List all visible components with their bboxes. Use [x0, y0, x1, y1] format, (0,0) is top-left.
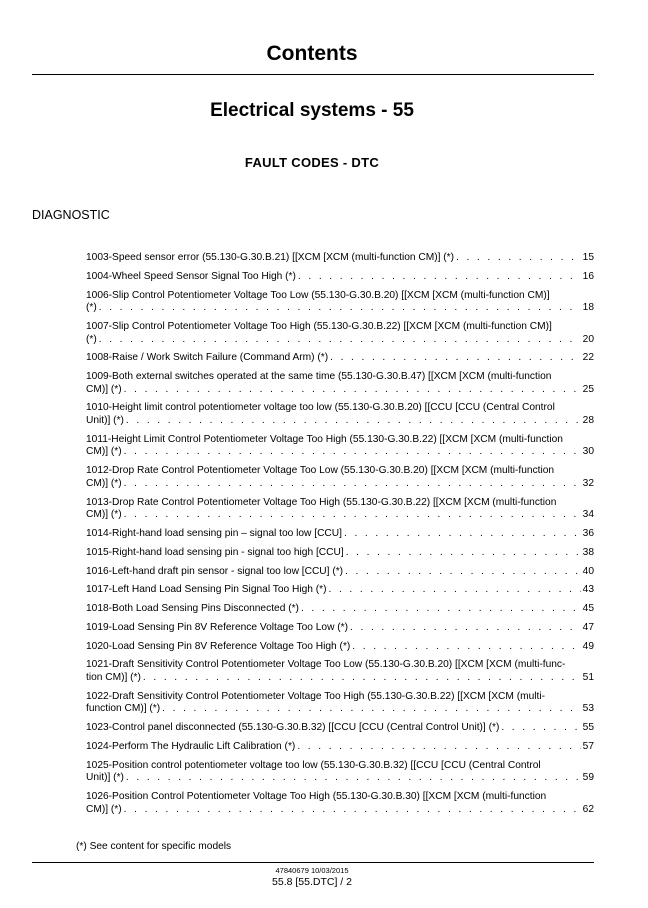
toc-entry-text: 1022-Draft Sensitivity Control Potentiometer Voltage Too High (55.130-G.30.B.22) [[XCM [XCM (multi- — [86, 690, 546, 702]
toc-entry-line — [86, 446, 594, 459]
toc-entry-text: 1025-Position control potentiometer voltage too low (55.130-G.30.B.32) [[CCU [CCU (Central Control — [86, 759, 541, 771]
toc-entry[interactable] — [86, 566, 594, 579]
toc-entry[interactable] — [86, 641, 594, 654]
toc-entry-text: 1007-Slip Control Potentiometer Voltage Too High (55.130-G.30.B.22) [[XCM [XCM (multi-function CM)] — [86, 320, 552, 332]
toc-entry-line — [86, 352, 594, 365]
toc-entry-text: 1023-Control panel disconnected (55.130-G.30.B.32) [[CCU [CCU (Central Control Unit)] (*) — [86, 722, 500, 734]
dot-leader — [298, 271, 581, 284]
toc-entry[interactable] — [86, 584, 594, 597]
toc-entry-line — [86, 252, 594, 265]
toc-entry[interactable] — [86, 791, 594, 816]
toc-entry-line — [86, 622, 594, 635]
footnote: (*) See content for specific models — [76, 841, 232, 852]
toc-entry[interactable] — [86, 528, 594, 541]
toc-entry[interactable] — [86, 271, 594, 284]
dot-leader — [329, 584, 581, 597]
dot-leader — [346, 547, 581, 560]
toc-entry[interactable] — [86, 722, 594, 735]
toc-entry-text: 1021-Draft Sensitivity Control Potentiometer Voltage Too Low (55.130-G.30.B.20) [[XCM [XCM (multi-func- — [86, 659, 566, 671]
toc-entry-text: CM)] (*) — [86, 477, 122, 489]
dot-leader — [330, 352, 581, 365]
toc-entry-text: CM)] (*) — [86, 803, 122, 815]
toc-entry[interactable] — [86, 547, 594, 560]
dot-leader — [99, 334, 581, 347]
dot-leader — [124, 804, 581, 817]
toc-entry-line — [86, 672, 594, 685]
toc-entry[interactable] — [86, 321, 594, 346]
dot-leader — [99, 302, 581, 315]
toc-page-number: 38 — [582, 546, 594, 558]
toc-entry-text: tion CM)] (*) — [86, 672, 141, 684]
toc-entry[interactable] — [86, 252, 594, 265]
toc-entry-text: 1024-Perform The Hydraulic Lift Calibration (*) — [86, 740, 296, 752]
toc-entry-text: 1026-Position Control Potentiometer Voltage Too High (55.130-G.30.B.30) [[XCM [XCM (multi-function — [86, 791, 547, 803]
toc-entry-text: 1009-Both external switches operated at the same time (55.130-G.30.B.47) [[XCM [XCM (multi-function — [86, 371, 552, 383]
toc-entry-text: CM)] (*) — [86, 446, 122, 458]
dot-leader — [124, 384, 581, 397]
footer-page-ref: 55.8 [55.DTC] / 2 — [272, 876, 352, 888]
toc-page-number: 36 — [582, 527, 594, 539]
dot-leader — [162, 703, 580, 716]
toc-entry[interactable] — [86, 497, 594, 522]
toc-entry-text: 1003-Speed sensor error (55.130-G.30.B.21) [[XCM [XCM (multi-function CM)] (*) — [86, 252, 455, 263]
toc-page-number: 53 — [582, 703, 594, 715]
toc-entry[interactable] — [86, 402, 594, 427]
toc-entry-text: 1017-Left Hand Load Sensing Pin Signal Too High (*) — [86, 584, 327, 596]
toc-entry-line — [86, 566, 594, 579]
toc-entry[interactable] — [86, 352, 594, 365]
toc-entry-line — [86, 509, 594, 522]
toc-entry-line — [86, 528, 594, 541]
toc-page-number: 59 — [582, 772, 594, 784]
toc-entry-line — [86, 741, 594, 754]
toc-entry-text: 1006-Slip Control Potentiometer Voltage Too Low (55.130-G.30.B.20) [[XCM [XCM (multi-function CM)] — [86, 289, 550, 301]
toc-page-number: 20 — [582, 333, 594, 345]
toc-entry[interactable] — [86, 622, 594, 635]
toc-entry-text: 1020-Load Sensing Pin 8V Reference Voltage Too High (*) — [86, 640, 351, 652]
toc-entry-text: CM)] (*) — [86, 509, 122, 521]
toc-entry-line — [86, 703, 594, 716]
toc-entry-text: 1012-Drop Rate Control Potentiometer Voltage Too Low (55.130-G.30.B.20) [[XCM [XCM (multi-function — [86, 465, 555, 477]
dot-leader — [124, 446, 581, 459]
dot-leader — [456, 252, 581, 265]
toc-entry-text: 1010-Height limit control potentiometer voltage too low (55.130-G.30.B.20) [[CCU [CCU (Central Control — [86, 402, 555, 414]
subsection-title: DIAGNOSTIC — [32, 208, 110, 222]
dot-leader — [297, 741, 580, 754]
toc-entry[interactable] — [86, 465, 594, 490]
dot-leader — [501, 722, 580, 735]
dot-leader — [126, 772, 581, 785]
toc-entry[interactable] — [86, 760, 594, 785]
dot-leader — [352, 641, 580, 654]
toc-entry-line — [86, 547, 594, 560]
toc-page-number: 25 — [582, 383, 594, 395]
toc-entry-text: 1013-Drop Rate Control Potentiometer Voltage Too High (55.130-G.30.B.22) [[XCM [XCM (multi-function — [86, 496, 557, 508]
toc-entry-text: Unit)] (*) — [86, 772, 124, 784]
toc-entry-text: CM)] (*) — [86, 383, 122, 395]
toc-page-number: 15 — [582, 252, 594, 263]
toc-page-number: 32 — [582, 477, 594, 489]
dot-leader — [344, 528, 581, 541]
toc-entry-text: 1018-Both Load Sensing Pins Disconnected (*) — [86, 603, 299, 615]
footer-doc-code: 47840679 10/03/2015 — [275, 866, 349, 875]
toc-entry[interactable] — [86, 659, 594, 684]
toc-entry-line — [86, 415, 594, 428]
toc-entry[interactable] — [86, 371, 594, 396]
toc-entry-line — [86, 271, 594, 284]
toc-entry-text: Unit)] (*) — [86, 415, 124, 427]
toc-entry-line — [86, 384, 594, 397]
toc-entry-text: (*) — [86, 302, 97, 314]
toc-entry-text: 1004-Wheel Speed Sensor Signal Too High (*) — [86, 270, 296, 282]
toc-entry-text: (*) — [86, 333, 97, 345]
toc-page-number: 47 — [582, 621, 594, 633]
dot-leader — [350, 622, 581, 635]
toc-entry-text: 1019-Load Sensing Pin 8V Reference Voltage Too Low (*) — [86, 621, 349, 633]
toc-entry-line — [86, 478, 594, 491]
toc-entry[interactable] — [86, 691, 594, 716]
header-divider — [32, 74, 594, 75]
toc-page-number: 28 — [582, 415, 594, 427]
dot-leader — [124, 478, 581, 491]
footer-divider — [32, 862, 594, 863]
dot-leader — [124, 509, 581, 522]
toc-entry-text: 1015-Right-hand load sensing pin - signal too high [CCU] — [86, 546, 344, 558]
toc-entry-line — [86, 772, 594, 785]
toc-page-number: 45 — [582, 603, 594, 615]
toc-entry[interactable] — [86, 290, 594, 315]
toc-page-number: 51 — [582, 672, 594, 684]
toc-page-number: 40 — [582, 565, 594, 577]
toc-entry[interactable] — [86, 741, 594, 754]
toc-entry-line — [86, 722, 594, 735]
toc-page-number: 22 — [582, 352, 594, 364]
toc-page-number: 30 — [582, 446, 594, 458]
dot-leader — [126, 415, 581, 428]
toc-entry-text: 1016-Left-hand draft pin sensor - signal too low [CCU] (*) — [86, 565, 344, 577]
toc-entry[interactable] — [86, 603, 594, 616]
toc-entry-text: 1011-Height Limit Control Potentiometer Voltage Too High (55.130-G.30.B.22) [[XCM [XCM (multi-function — [86, 433, 563, 445]
toc-entry-line — [86, 302, 594, 315]
toc-entry-line — [86, 641, 594, 654]
toc-entry-line — [86, 804, 594, 817]
section-title: FAULT CODES - DTC — [244, 155, 380, 170]
page-title: Contents — [266, 42, 358, 65]
toc-page-number: 16 — [582, 270, 594, 282]
toc-entry-line — [86, 334, 594, 347]
toc-page-number: 49 — [582, 640, 594, 652]
toc-page-number: 34 — [582, 509, 594, 521]
chapter-title: Electrical systems - 55 — [210, 100, 414, 121]
toc-entry[interactable] — [86, 434, 594, 459]
toc-page-number: 55 — [582, 722, 594, 734]
dot-leader — [345, 566, 581, 579]
toc-entry-line — [86, 584, 594, 597]
dot-leader — [301, 603, 581, 616]
toc-entry-text: function CM)] (*) — [86, 703, 161, 715]
toc-entry-line — [86, 603, 594, 616]
toc-page-number: 57 — [582, 740, 594, 752]
dot-leader — [143, 672, 581, 685]
toc-page-number: 62 — [582, 803, 594, 815]
toc-list — [86, 252, 594, 823]
toc-page-number: 43 — [582, 584, 594, 596]
toc-page-number: 18 — [582, 302, 594, 314]
toc-entry-text: 1008-Raise / Work Switch Failure (Command Arm) (*) — [86, 352, 329, 364]
toc-entry-text: 1014-Right-hand load sensing pin – signal too low [CCU] — [86, 527, 342, 539]
